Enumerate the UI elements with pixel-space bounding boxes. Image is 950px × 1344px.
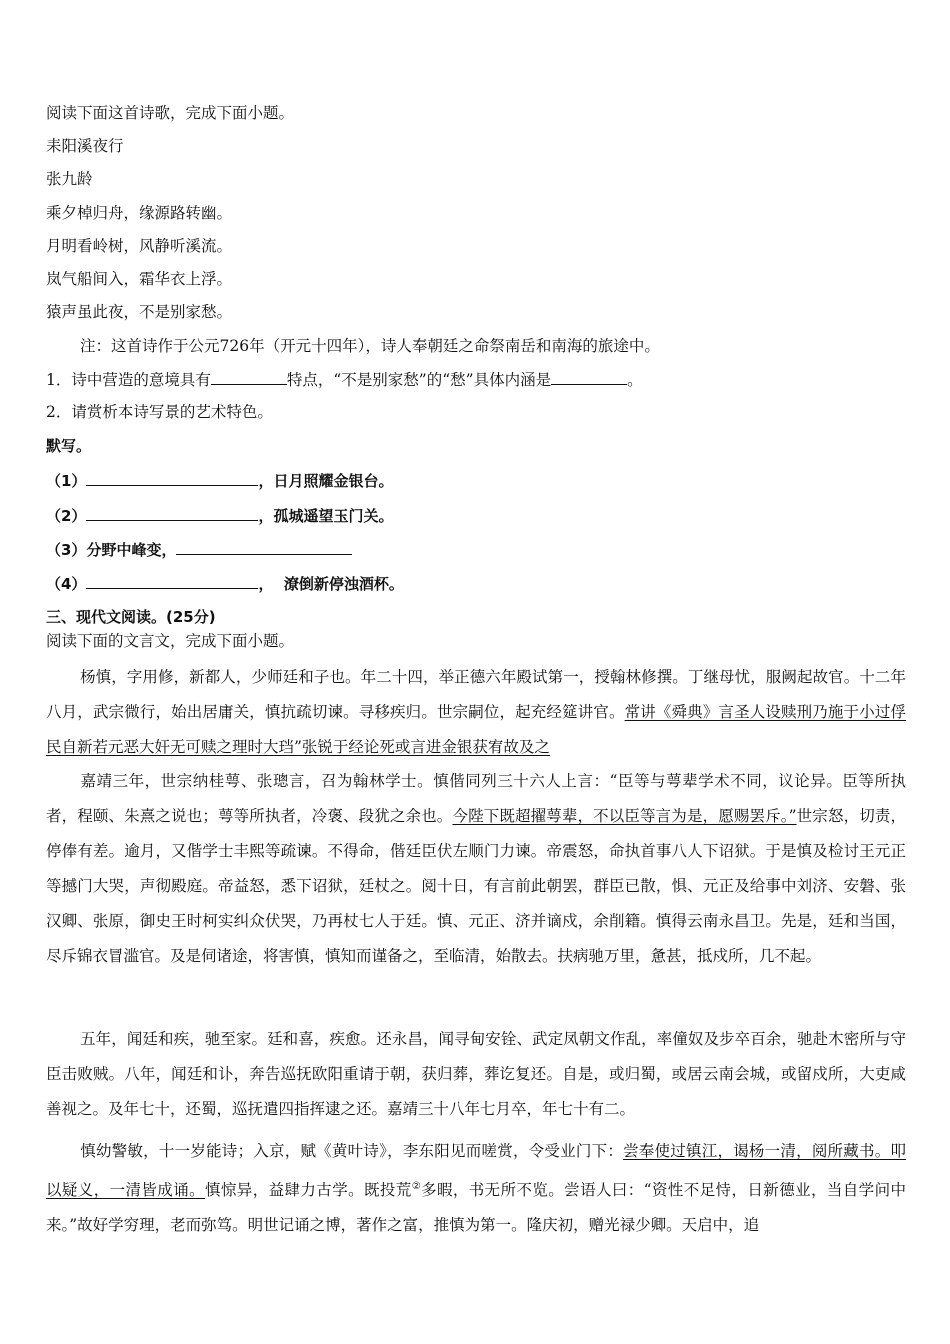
item-number: （1）: [46, 472, 87, 490]
underlined-sentence: 常讲《舜典》言圣人设赎刑乃施于小过俘民自新若元恶大奸无可赎之理时大珰”张锐于经论死或言进金银获宥故及之: [46, 703, 906, 756]
answer-blank[interactable]: [86, 573, 258, 589]
item-text: ， 潦倒新停浊酒杯。: [258, 575, 404, 593]
paragraph-text: 慎幼警敏，十一岁能诗；入京，赋《黄叶诗》，李东阳见而嗟赏，令受业门下：: [80, 1142, 624, 1160]
passage-paragraph-1: [46, 660, 906, 765]
item-number: （4）: [46, 575, 87, 593]
section-3-heading: 三、现代文阅读。(25分): [46, 608, 216, 626]
paragraph-text: 嘉靖三年，世宗纳桂萼、张璁言，召为翰林学士。慎偕同列三十六人上言：“臣等与萼辈学术不同，议论异。臣等所执者，程颐、朱熹之说也；萼等所执者，冷褒、段犹之余也。: [46, 772, 906, 825]
answer-blank[interactable]: [211, 369, 287, 385]
answer-blank[interactable]: [86, 505, 258, 521]
dictation-item-1: [46, 470, 393, 491]
question-1-part-a: 1．诗中营造的意境具有: [46, 371, 211, 389]
section-3-instruction: 阅读下面的文言文，完成下面小题。: [46, 632, 295, 650]
paragraph-text: 慎惊异，益肆力古学。既投荒: [205, 1181, 412, 1200]
poem-note: 注：这首诗作于公元726年（开元十四年），诗人奉朝廷之命祭南岳和南海的旅途中。: [80, 337, 660, 355]
answer-blank[interactable]: [86, 470, 258, 486]
item-text: 分野中峰变，: [86, 541, 177, 559]
answer-blank[interactable]: [551, 369, 627, 385]
item-text: ，日月照耀金银台。: [258, 472, 394, 490]
underlined-sentence: 今陛下既超擢萼辈，不以臣等言为是，愿赐罢斥。”: [452, 807, 797, 825]
underlined-sentence: 尝奉使过镇江，谒杨一清，阅所藏书。叩以疑义，一清皆成诵。: [46, 1142, 906, 1200]
poem-line: 猿声虽此夜，不是别家愁。: [46, 303, 233, 321]
poem-line: 岚气船间入，霜华衣上浮。: [46, 270, 233, 288]
item-number: （3）: [46, 541, 87, 559]
poem-line: 乘夕棹归舟，缘源路转幽。: [46, 204, 233, 222]
dictation-item-4: [46, 573, 404, 594]
footnote-marker: ②: [411, 1181, 422, 1192]
paragraph-text: 五年，闻廷和疾，驰至家。廷和喜，疾愈。还永昌，闻寻甸安铨、武定凤朝文作乱，率僮奴及步卒百余，驰赴木密所与守臣击败贼。八年，闻廷和讣，奔告巡抚欧阳重请于朝，获归葬，葬讫复还。自是，或归蜀，或居云南会城，或留戍所，大吏咸善视之。及年七十，还蜀，巡抚遣四指挥逮之还。嘉靖三十八年七月卒，年七十有二。: [46, 1030, 906, 1118]
question-1: [46, 369, 643, 390]
paragraph-text: 多暇，书无所不览。尝语人曰：“资性不足恃，日新德业，当自学问中来。”故好学穷理，老而弥笃。明世记诵之博，著作之富，推慎为第一。隆庆初，赠光禄少卿。天启中，追: [46, 1181, 906, 1235]
question-1-part-c: 。: [627, 371, 643, 389]
dictation-item-3: [46, 539, 352, 560]
poem-instruction: 阅读下面这首诗歌，完成下面小题。: [46, 104, 295, 122]
question-2: 2．请赏析本诗写景的艺术特色。: [46, 403, 273, 421]
item-text: ，孤城遥望玉门关。: [258, 507, 394, 525]
passage-paragraph-4: [46, 1134, 906, 1243]
paragraph-text: 杨慎，字用修，新都人，少师廷和子也。年二十四，举正德六年殿试第一，授翰林修撰。丁继母忧，服阙起故官。十二年八月，武宗微行，始出居庸关，慎抗疏切谏。寻移疾归。世宗嗣位，起充经筵讲官。: [46, 668, 906, 721]
poem-author: 张九龄: [46, 170, 93, 188]
poem-title: 耒阳溪夜行: [46, 137, 124, 155]
item-number: （2）: [46, 507, 87, 525]
answer-blank[interactable]: [176, 539, 352, 555]
paragraph-text: 世宗怒，切责，停俸有差。逾月，又偕学士丰熙等疏谏。不得命，偕廷臣伏左顺门力谏。帝震怒，命执首事八人下诏狱。于是慎及检讨王元正等撼门大哭，声彻殿庭。帝益怒，悉下诏狱，廷杖之。阅十日，有言前此朝罢，群臣已散，惧、元正及给事中刘济、安磐、张汉卿、张原，御史王时柯实纠众伏哭，乃再杖七人于廷。慎、元正、济并谪戍，余削籍。慎得云南永昌卫。先是，廷和当国，尽斥锦衣冒滥官。及是伺诸途，将害慎，慎知而谨备之，至临清，始散去。扶病驰万里，惫甚，抵戍所，几不起。: [46, 807, 906, 965]
passage-paragraph-2: [46, 764, 906, 974]
question-1-part-b: 特点，“不是别家愁”的“愁”具体内涵是: [286, 371, 552, 389]
passage-paragraph-3: [46, 1022, 906, 1127]
dictation-heading: 默写。: [46, 437, 92, 455]
poem-line: 月明看岭树，风静听溪流。: [46, 237, 233, 255]
dictation-item-2: [46, 505, 393, 526]
